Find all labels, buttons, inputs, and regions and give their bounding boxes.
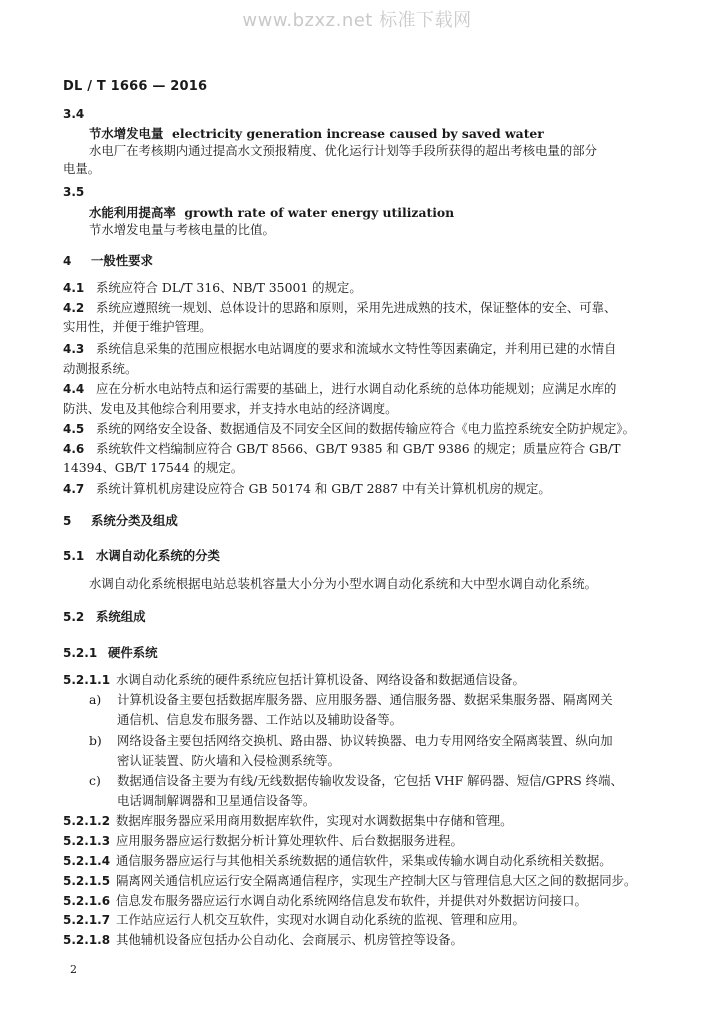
clause: 5.2.1.8 其他辅机设备应包括办公自动化、会商展示、机房管控等设备。 — [63, 932, 463, 947]
clause-number: 3.5 — [63, 185, 85, 199]
watermark-text: www.bzxz.net 标准下载网 — [242, 10, 472, 31]
list-item: c) 数据通信设备主要为有线/无线数据传输收发设备，它包括 VHF 解码器、短信/GPRS 终端、 — [89, 773, 623, 788]
clause-cont: 实用性，并便于维护管理。 — [63, 319, 212, 334]
list-item: b) 网络设备主要包括网络交换机、路由器、协议转换器、电力专用网络安全隔离装置、纵向加 — [89, 733, 613, 748]
term-definition-cont: 电量。 — [63, 161, 101, 176]
clause: 5.2.1.1 水调自动化系统的硬件系统应包括计算机设备、网络设备和数据通信设备。 — [63, 672, 525, 687]
subsection-heading: 5.1 水调自动化系统的分类 — [63, 548, 220, 563]
subsection-heading: 5.2 系统组成 — [63, 609, 146, 624]
subsubsection-heading: 5.2.1 硬件系统 — [63, 645, 158, 660]
clause: 5.2.1.4 通信服务器应运行与其他相关系统数据的通信软件，采集或传输水调自动化系统相关数据。 — [63, 853, 612, 868]
list-item: a) 计算机设备主要包括数据库服务器、应用服务器、通信服务器、数据采集服务器、隔离网关 — [89, 692, 613, 707]
clause: 5.2.1.7 工作站应运行人机交互软件，实现对水调自动化系统的监视、管理和应用。 — [63, 912, 525, 927]
clause: 5.2.1.3 应用服务器应运行数据分析计算处理软件、后台数据服务进程。 — [63, 833, 463, 848]
page-number: 2 — [70, 963, 77, 976]
clause: 4.3 系统信息采集的范围应根据水电站调度的要求和流域水文特性等因素确定，并利用已建的水情自 — [63, 341, 617, 356]
clause-number: 3.4 — [63, 107, 85, 121]
clause: 4.4 应在分析水电站特点和运行需要的基础上，进行水调自动化系统的总体功能规划；应满足水库的 — [63, 381, 617, 396]
clause-cont: 14394、GB/T 17544 的规定。 — [63, 460, 244, 475]
clause: 4.6 系统软件文档编制应符合 GB/T 8566、GB/T 9385 和 GB/T 9386 的规定；质量应符合 GB/T — [63, 441, 621, 456]
section-heading: 4 一般性要求 — [63, 253, 153, 268]
clause: 5.2.1.5 隔离网关通信机应运行安全隔离通信程序，实现生产控制大区与管理信息大区之间的数据同步。 — [63, 873, 637, 888]
list-item-cont: 密认证装置、防火墙和入侵检测系统等。 — [117, 753, 341, 768]
term-title: 节水增发电量 electricity generation increase caused by saved water — [89, 126, 544, 141]
term-title: 水能利用提高率 growth rate of water energy utilization — [89, 205, 455, 220]
document-header: DL / T 1666 — 2016 — [63, 79, 208, 94]
clause-cont: 防洪、发电及其他综合利用要求，并支持水电站的经济调度。 — [63, 401, 398, 416]
list-item-cont: 电话调制解调器和卫星通信设备等。 — [117, 793, 316, 808]
clause: 4.1 系统应符合 DL/T 316、NB/T 35001 的规定。 — [63, 280, 362, 295]
section-heading: 5 系统分类及组成 — [63, 513, 178, 528]
clause: 4.5 系统的网络安全设备、数据通信及不同安全区间的数据传输应符合《电力监控系统安全防护规定》。 — [63, 421, 635, 436]
clause-cont: 动测报系统。 — [63, 361, 138, 376]
clause: 4.2 系统应遵照统一规划、总体设计的思路和原则，采用先进成熟的技术，保证整体的安全、可靠、 — [63, 300, 617, 315]
term-definition: 水电厂在考核期内通过提高水文预报精度、优化运行计划等手段所获得的超出考核电量的部分 — [89, 143, 598, 158]
clause: 4.7 系统计算机机房建设应符合 GB 50174 和 GB/T 2887 中有关计算机机房的规定。 — [63, 481, 551, 496]
paragraph: 水调自动化系统根据电站总装机容量大小分为小型水调自动化系统和大中型水调自动化系统。 — [89, 576, 598, 591]
list-item-cont: 通信机、信息发布服务器、工作站以及辅助设备等。 — [117, 712, 402, 727]
clause: 5.2.1.2 数据库服务器应采用商用数据库软件，实现对水调数据集中存储和管理。 — [63, 813, 513, 828]
term-definition: 节水增发电量与考核电量的比值。 — [89, 222, 275, 237]
clause: 5.2.1.6 信息发布服务器应运行水调自动化系统网络信息发布软件，并提供对外数据访问接口。 — [63, 893, 587, 908]
